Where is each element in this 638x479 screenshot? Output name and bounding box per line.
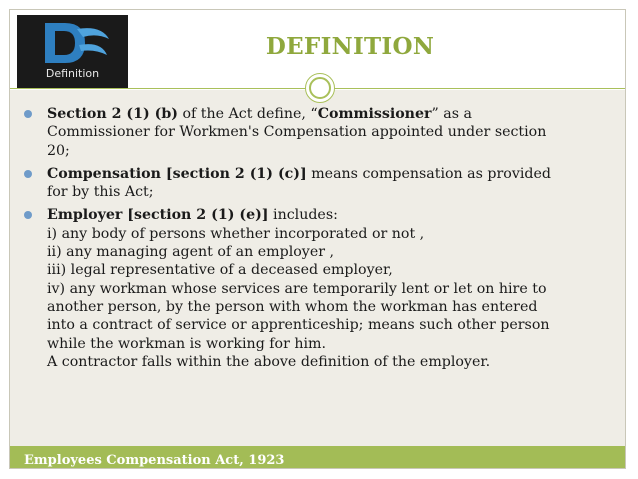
item-lead-rest: includes: [268, 207, 338, 224]
item-lead: Section 2 (1) (b) [47, 106, 178, 122]
item-line: for by this Act; [47, 184, 154, 201]
item-lead: Employer [section 2 (1) (e)] [47, 207, 269, 224]
item-first-line [47, 165, 612, 183]
item-lead: Compensation [section 2 (1) (c)] [47, 165, 307, 182]
list-item-commissioner [22, 105, 612, 160]
item-first-line [47, 206, 612, 224]
item-line: into a contract of service or apprenticeship; means such other person [47, 317, 550, 334]
item-line: 20; [47, 142, 70, 159]
list-item-employer [22, 206, 612, 371]
item-lead-rest: means compensation as provided [306, 165, 551, 182]
item-line: iv) any workman whose services are temporarily lent or let on hire to [47, 280, 547, 297]
item-term-rest: ” as a [431, 106, 472, 122]
item-line: i) any body of persons whether incorporated or not , [47, 225, 425, 242]
divider-ring-icon [305, 73, 335, 103]
bullet-icon [24, 110, 32, 118]
item-lead-rest: of the Act define, “ [177, 106, 318, 122]
definitions-list [22, 105, 612, 376]
footer-text: Employees Compensation Act, 1923 [24, 453, 285, 468]
logo-wordmark: Definition [45, 67, 100, 80]
bullet-icon [24, 170, 32, 178]
item-line: iii) legal representative of a deceased employer, [47, 262, 393, 279]
item-line: A contractor falls within the above definition of the employer. [47, 353, 491, 370]
definition-logo [17, 15, 128, 89]
item-line: while the workman is working for him. [47, 335, 327, 352]
item-first-line [47, 105, 612, 123]
list-item-compensation [22, 165, 612, 202]
page-title: DEFINITION [265, 33, 435, 60]
item-line: Commissioner for Workmen's Compensation appointed under section [47, 124, 547, 141]
bullet-icon [24, 211, 32, 219]
item-line: ii) any managing agent of an employer , [47, 244, 335, 261]
item-term: Commissioner [317, 106, 432, 122]
item-line: another person, by the person with whom the workman has entered [47, 298, 538, 315]
